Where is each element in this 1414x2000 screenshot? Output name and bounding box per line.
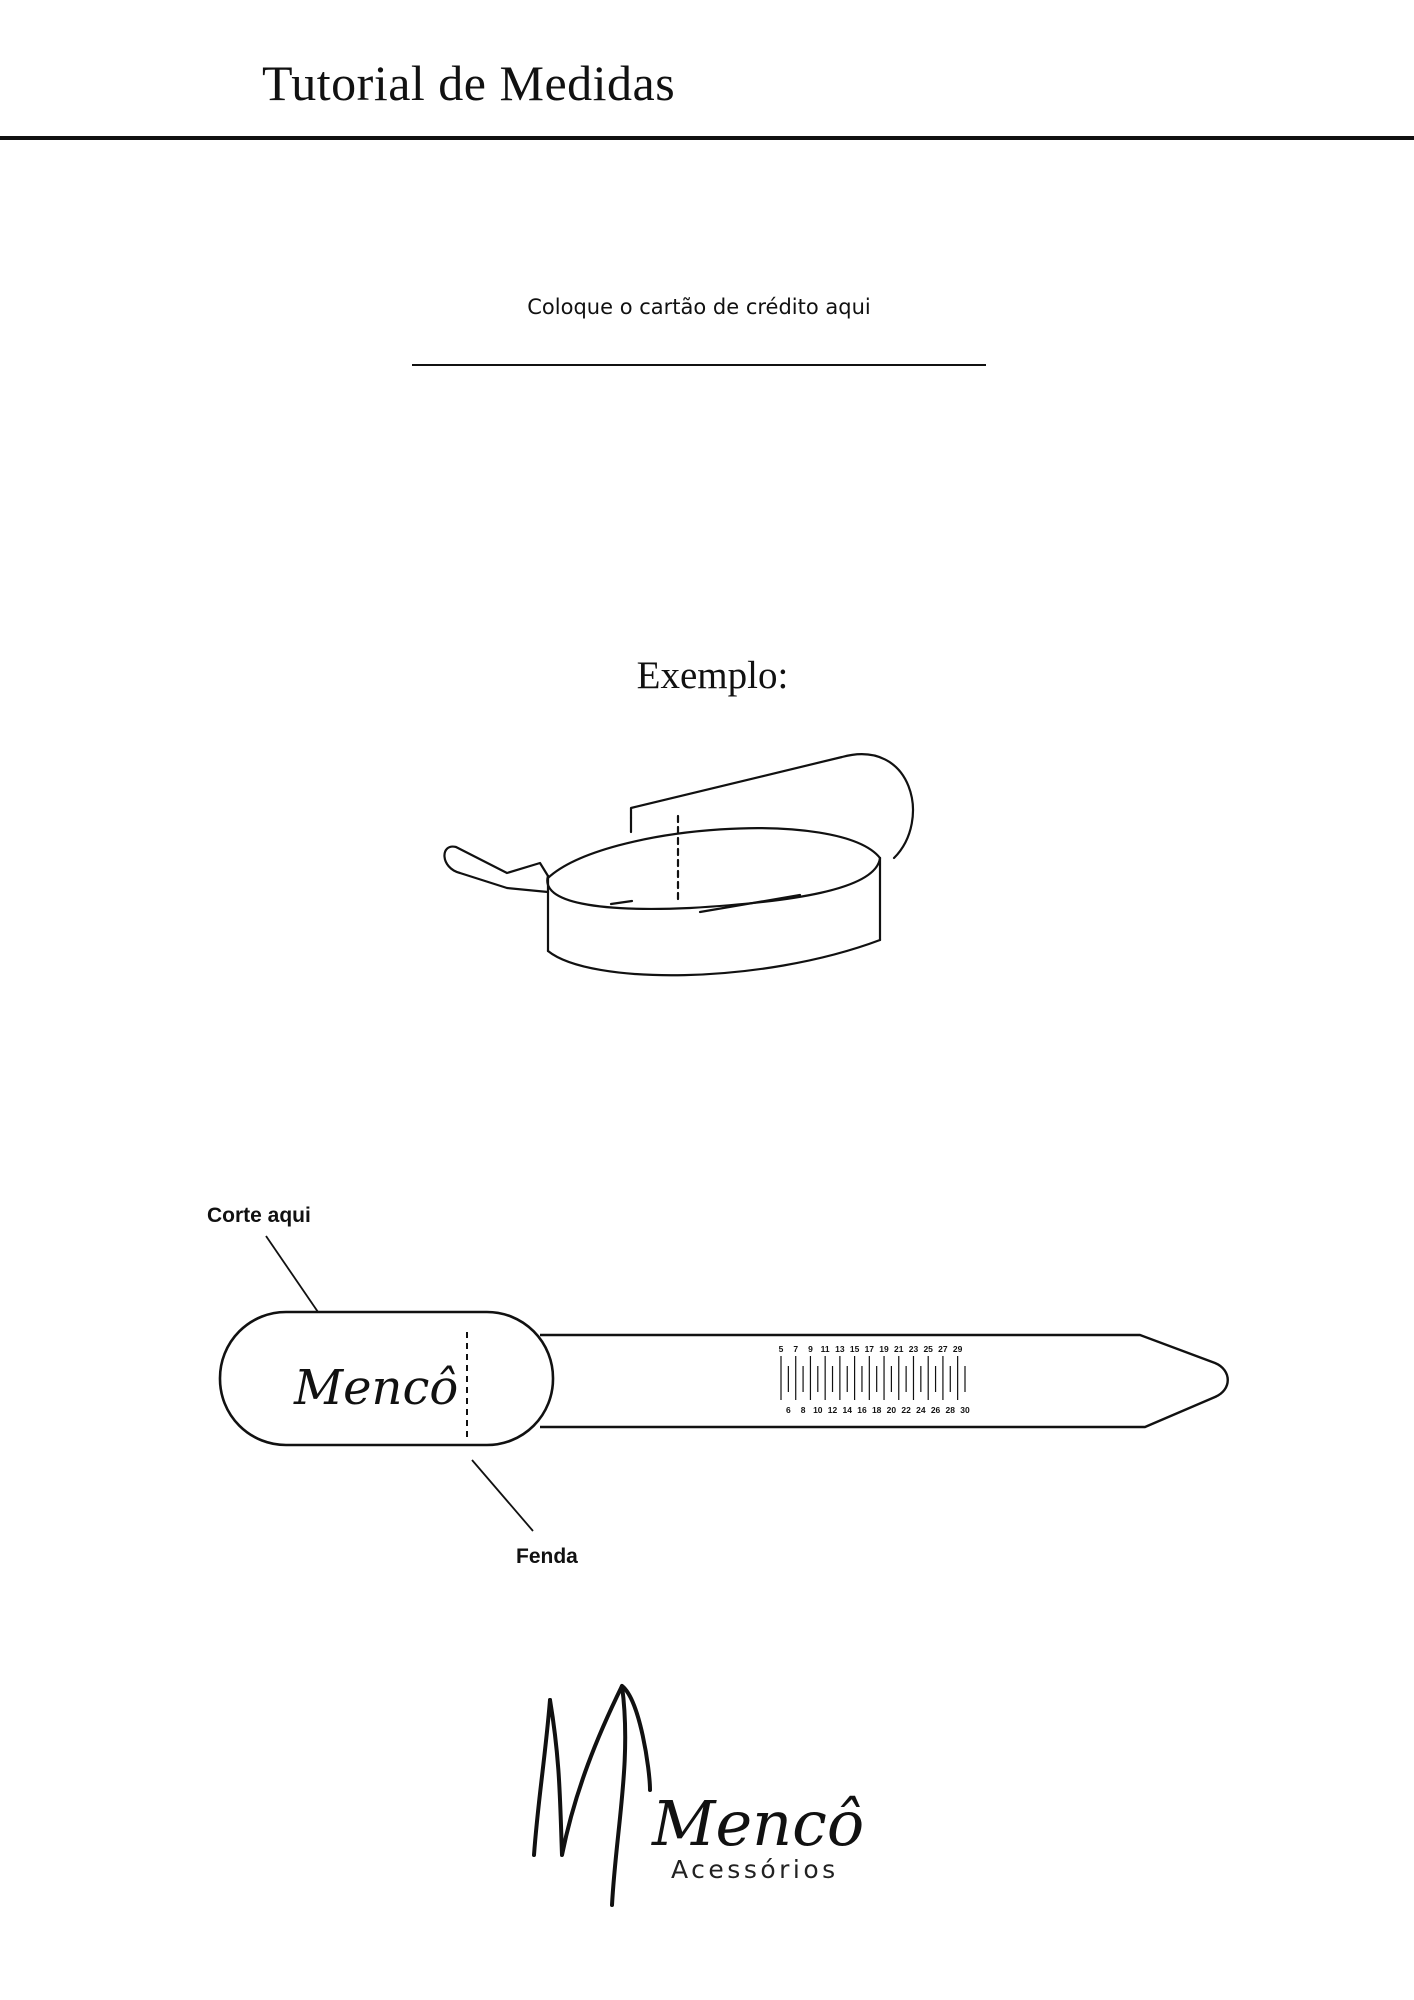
scale-label-top: 29 — [952, 1344, 963, 1354]
scale-label-top: 5 — [778, 1344, 784, 1354]
scale-label-bottom: 16 — [857, 1405, 867, 1415]
scale-label-bottom: 6 — [785, 1405, 791, 1415]
cut-label: Corte aqui — [207, 1204, 311, 1227]
footer-brand: Mencô — [652, 1787, 865, 1860]
scale-label-bottom: 20 — [886, 1405, 897, 1415]
sizer-brand-mark: Mencô — [294, 1360, 459, 1416]
slit-label: Fenda — [516, 1545, 578, 1568]
scale-label-bottom: 24 — [916, 1405, 926, 1415]
scale-label-top: 19 — [879, 1344, 889, 1354]
footer-logo-letter-m — [534, 1686, 650, 1905]
cut-pointer-line — [266, 1236, 318, 1312]
scale-label-top: 13 — [835, 1344, 845, 1354]
example-loop-bottom — [548, 940, 880, 975]
scale-label-bottom: 8 — [800, 1405, 806, 1415]
slit-pointer-line — [472, 1460, 533, 1531]
example-loop-front-top — [547, 858, 880, 909]
scale-label-bottom: 14 — [842, 1405, 852, 1415]
page-title: Tutorial de Medidas — [262, 55, 676, 111]
example-heading: Exemplo: — [636, 654, 789, 697]
scale-label-top: 25 — [923, 1344, 933, 1354]
scale-label-top: 21 — [894, 1344, 904, 1354]
scale-label-bottom: 18 — [871, 1405, 882, 1415]
card-instruction: Coloque o cartão de crédito aqui — [527, 295, 871, 319]
scale-label-top: 11 — [820, 1344, 830, 1354]
scale-label-bottom: 22 — [901, 1405, 911, 1415]
example-strip-head — [631, 754, 913, 858]
scale-label-bottom: 28 — [945, 1405, 956, 1415]
example-loop-back — [548, 828, 880, 878]
scale-label-top: 23 — [908, 1344, 919, 1354]
scale-label-bottom: 12 — [827, 1405, 838, 1415]
scale-label-top: 15 — [849, 1344, 860, 1354]
ring-sizer-template — [207, 1204, 1228, 1568]
scale-label-bottom: 30 — [960, 1405, 970, 1415]
scale-label-bottom: 10 — [813, 1405, 823, 1415]
footer-tagline: Acessórios — [671, 1855, 839, 1884]
example-ring-illustration — [444, 754, 913, 975]
scale-label-top: 27 — [938, 1344, 948, 1354]
scale-label-top: 9 — [808, 1344, 813, 1354]
scale-label-top: 17 — [864, 1344, 875, 1354]
footer-logo — [534, 1686, 864, 1905]
example-strip-tail — [444, 847, 548, 892]
scale-label-top: 7 — [793, 1344, 799, 1354]
scale-label-bottom: 26 — [930, 1405, 941, 1415]
